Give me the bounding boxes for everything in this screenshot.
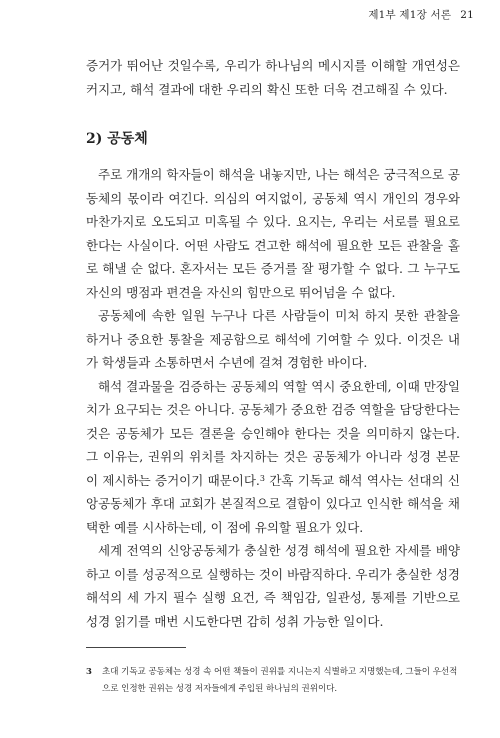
header-section-title: 제1부 제1장 서론 bbox=[368, 9, 452, 21]
footnote bbox=[86, 664, 460, 698]
paragraph-3-part-b: 간혹 기독교 해석 역사는 선대의 신앙공동체가 후대 교회가 본질적으로 결함이 있다고 인식한 해석을 채택한 예를 시사하는데, 이 점에 유의할 필요가 있다. bbox=[86, 472, 460, 535]
paragraph-2: 공동체에 속한 일원 누구나 다른 사람들이 미처 하지 못한 관찰을 하거나 중요한 통찰을 제공함으로 해석에 기여할 수 있다. 이것은 내가 학생들과 소통하면서 수년에 걸쳐 경험한 바이다. bbox=[86, 308, 460, 370]
section-heading: 2) 공동체 bbox=[86, 131, 148, 147]
paragraph-3-part-a: 해석 결과물을 검증하는 공동체의 역할 역시 중요한데, 이때 만장일치가 요구되는 것은 아니다. 공동체가 중요한 검증 역할을 담당한다는 것은 공동체가 모든 결론을 승인해야 한다는 것을 의미하지 않는다. 그 이유는, 권위의 위치를 차지하는 것은 공동체가 아니라 성경 본문이 제시하는 증거이기 때문이다. bbox=[86, 378, 460, 488]
footnote-text: 초대 기독교 공동체는 성경 속 어떤 책들이 권위를 지니는지 식별하고 지명했는데, 그들이 우선적으로 인정한 권위는 성경 저자들에게 주입된 하나님의 권위이다. bbox=[102, 667, 458, 694]
paragraph-3 bbox=[86, 375, 460, 540]
footnote-reference[interactable]: 3 bbox=[259, 473, 266, 483]
paragraph-continuation: 증거가 뛰어난 것일수록, 우리가 하나님의 메시지를 이해할 개연성은 커지고, 해석 결과에 대한 우리의 확신 또한 더욱 견고해질 수 있다. bbox=[86, 58, 460, 97]
page-number: 21 bbox=[460, 9, 474, 21]
paragraph-4: 세계 전역의 신앙공동체가 충실한 성경 해석에 필요한 자세를 배양하고 이를 성공적으로 실행하는 것이 바람직하다. 우리가 충실한 성경 해석의 세 가지 필수 실행 요건, 즉 책임감, 일관성, 통제를 기반으로 성경 읽기를 매번 시도한다면 감히 성취 가능한 일이다. bbox=[86, 543, 460, 629]
page-body bbox=[86, 54, 460, 633]
footnote-number: 3 bbox=[86, 667, 92, 677]
running-header bbox=[368, 7, 474, 22]
paragraph-1: 주로 개개의 학자들이 해석을 내놓지만, 나는 해석은 궁극적으로 공동체의 몫이라 여긴다. 의심의 여지없이, 공동체 역시 개인의 경우와 마찬가지로 오도되고 미혹될 수 있다. 요지는, 우리는 서로를 필요로 한다는 사실이다. 어떤 사람도 견고한 해석에 필요한 모든 관찰을 홀로 해낼 순 없다. 혼자서는 모든 증거를 잘 평가할 수 없다. 그 누구도 자신의 맹점과 편견을 자신의 힘만으로 뛰어넘을 수 없다. bbox=[86, 167, 460, 300]
footnote-divider bbox=[86, 647, 186, 648]
